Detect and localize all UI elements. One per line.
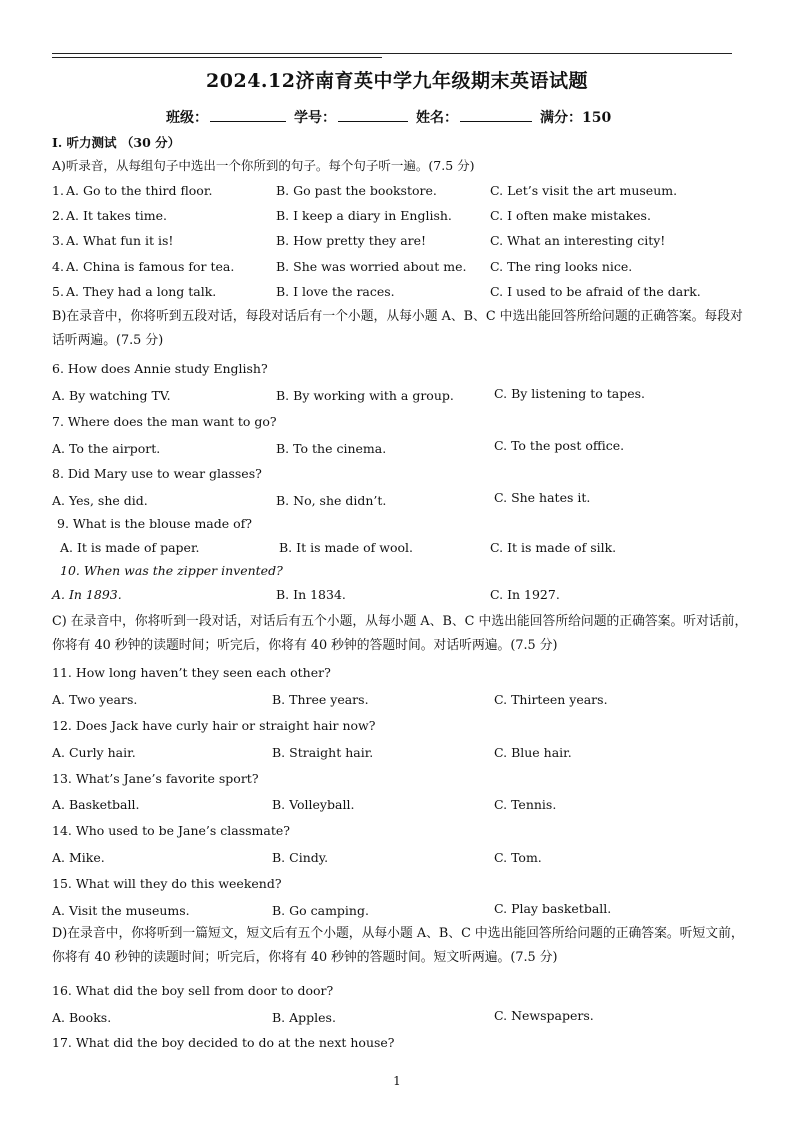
question-text: 8. Did Mary use to wear glasses?: [52, 466, 262, 481]
option-b: B. To the cinema.: [276, 441, 387, 456]
question-number: 5.: [52, 284, 64, 299]
option-c: C. Tom.: [494, 850, 542, 865]
question-text: 10. When was the zipper invented?: [60, 563, 283, 578]
option-a: A. Basketball.: [52, 797, 140, 812]
student-info-row: [166, 107, 646, 127]
option-c: C. To the post office.: [494, 438, 625, 453]
part-b-instruction: B)在录音中，你将听到五段对话，每段对话后有一个小题，从每小题 A、B、C 中选出能回答所给问题的正确答案。每段对话听两遍。(7.5 分): [52, 309, 743, 348]
question-text: 16. What did the boy sell from door to door?: [52, 983, 334, 998]
option-c: C. She hates it.: [494, 490, 591, 505]
full-score-value: 150: [582, 110, 612, 126]
option-a: A. To the airport.: [52, 441, 161, 456]
option-c: C. In 1927.: [490, 587, 560, 602]
option-b: B. Volleyball.: [272, 797, 355, 812]
option-b: B. Straight hair.: [272, 745, 374, 760]
section-heading: I. 听力测试 （30 分）: [52, 135, 181, 150]
option-c: C. Newspapers.: [494, 1008, 594, 1023]
option-a: A. Two years.: [52, 692, 138, 707]
question-text: 7. Where does the man want to go?: [52, 414, 277, 429]
option-a: A. In 1893.: [52, 587, 122, 602]
question-text: 12. Does Jack have curly hair or straight hair now?: [52, 718, 376, 733]
option-b: B. Go past the bookstore.: [276, 183, 437, 198]
name-blank[interactable]: [460, 107, 532, 122]
class-label: 班级：: [166, 110, 208, 126]
option-b: B. She was worried about me.: [276, 259, 467, 274]
option-a: A. It is made of paper.: [60, 540, 200, 555]
page-number: 1: [393, 1074, 401, 1088]
part-c-instruction: C) 在录音中，你将听到一段对话，对话后有五个小题，从每小题 A、B、C 中选出能回答所给问题的正确答案。听对话前，你将有 40 秒钟的读题时间；听完后，你将有 40 秒钟的答题时间。对话听两遍。(7.5 分): [52, 614, 748, 653]
option-b: B. Three years.: [272, 692, 369, 707]
option-c: C. Thirteen years.: [494, 692, 608, 707]
option-b: B. I love the races.: [276, 284, 395, 299]
option-c: C. Blue hair.: [494, 745, 572, 760]
question-text: 11. How long haven’t they seen each other?: [52, 665, 331, 680]
student-number-label: 学号：: [294, 110, 336, 126]
question-text: 14. Who used to be Jane’s classmate?: [52, 823, 290, 838]
student-number-blank[interactable]: [338, 107, 408, 122]
option-c: C. It is made of silk.: [490, 540, 617, 555]
option-a: A. It takes time.: [66, 208, 167, 223]
option-a: A. They had a long talk.: [66, 284, 217, 299]
option-b: B. By working with a group.: [276, 388, 454, 403]
option-c: C. By listening to tapes.: [494, 386, 645, 401]
option-c: C. I used to be afraid of the dark.: [490, 284, 701, 299]
option-a: A. By watching TV.: [52, 388, 171, 403]
option-b: B. Cindy.: [272, 850, 329, 865]
exam-title: 2024.12济南育英中学九年级期末英语试题: [206, 70, 588, 92]
option-a: A. Visit the museums.: [52, 903, 190, 918]
option-a: A. Curly hair.: [52, 745, 136, 760]
option-b: B. In 1834.: [276, 587, 346, 602]
question-number: 4.: [52, 259, 64, 274]
question-text: 13. What’s Jane’s favorite sport?: [52, 771, 259, 786]
question-number: 1.: [52, 183, 64, 198]
question-text: 17. What did the boy decided to do at the next house?: [52, 1035, 395, 1050]
question-number: 3.: [52, 233, 64, 248]
option-a: A. What fun it is!: [66, 233, 174, 248]
option-b: B. It is made of wool.: [279, 540, 413, 555]
part-a-instruction: A)听录音，从每组句子中选出一个你所到的句子。每个句子听一遍。(7.5 分): [52, 158, 475, 173]
class-blank[interactable]: [210, 107, 286, 122]
option-c: C. I often make mistakes.: [490, 208, 651, 223]
name-label: 姓名：: [416, 110, 458, 126]
option-c: C. Let’s visit the art museum.: [490, 183, 678, 198]
option-b: B. Go camping.: [272, 903, 369, 918]
option-c: C. Tennis.: [494, 797, 557, 812]
part-d-instruction: D)在录音中，你将听到一篇短文，短文后有五个小题，从每小题 A、B、C 中选出能回答所给问题的正确答案。听短文前，你将有 40 秒钟的读题时间；听完后，你将有 40 秒钟的答题时间。短文听两遍。(7.5 分): [52, 926, 744, 965]
option-b: B. I keep a diary in English.: [276, 208, 452, 223]
option-b: B. How pretty they are!: [276, 233, 427, 248]
question-text: 6. How does Annie study English?: [52, 361, 268, 376]
option-b: B. Apples.: [272, 1010, 336, 1025]
full-score-label: 满分：: [540, 110, 582, 126]
option-a: A. Books.: [52, 1010, 112, 1025]
question-text: 15. What will they do this weekend?: [52, 876, 282, 891]
option-c: C. What an interesting city!: [490, 233, 666, 248]
option-a: A. Go to the third floor.: [66, 183, 213, 198]
question-text: 9. What is the blouse made of?: [57, 516, 252, 531]
option-a: A. Mike.: [52, 850, 105, 865]
option-a: A. Yes, she did.: [52, 493, 148, 508]
question-number: 2.: [52, 208, 64, 223]
option-b: B. No, she didn’t.: [276, 493, 387, 508]
option-a: A. China is famous for tea.: [66, 259, 235, 274]
top-rule-second: [52, 57, 382, 58]
top-rule: [52, 53, 732, 54]
option-c: C. Play basketball.: [494, 901, 612, 916]
option-c: C. The ring looks nice.: [490, 259, 633, 274]
